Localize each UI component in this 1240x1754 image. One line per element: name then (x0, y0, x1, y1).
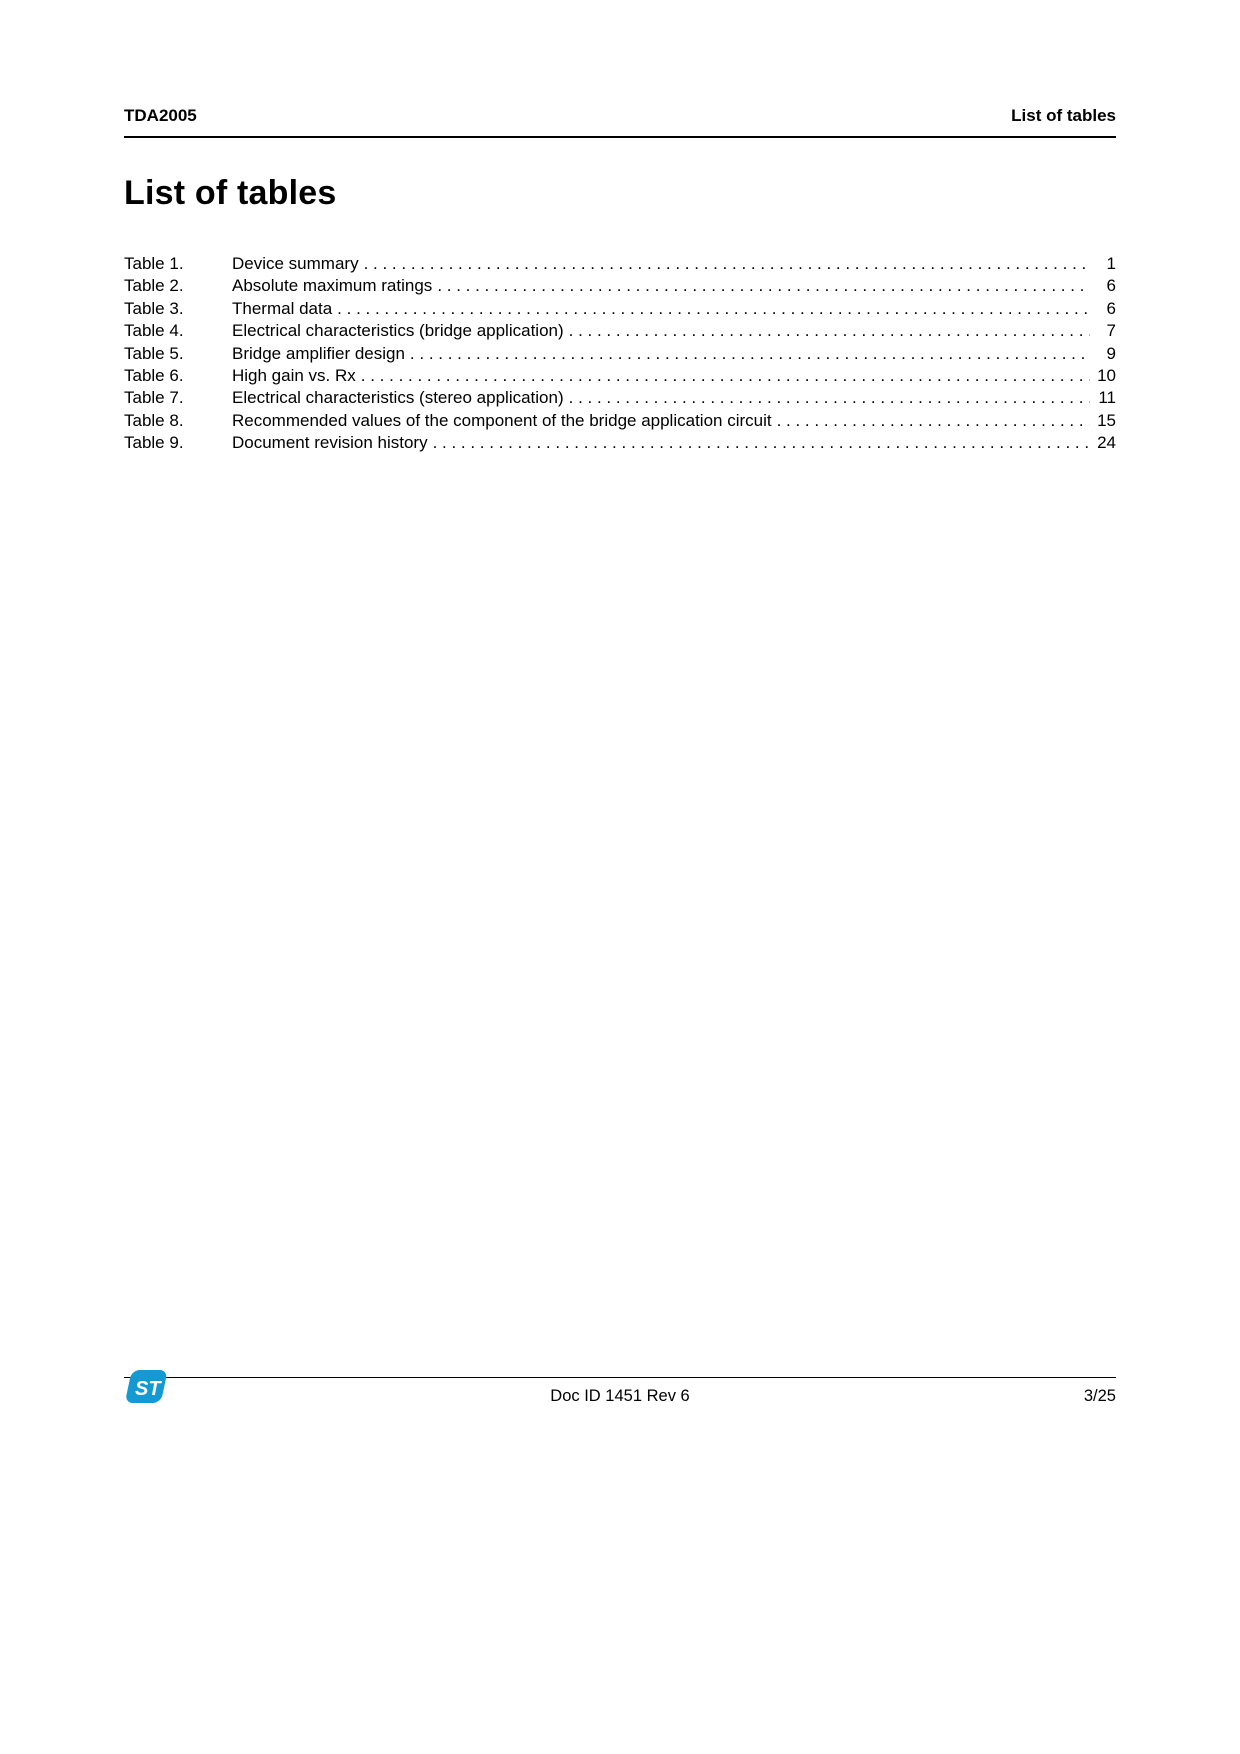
toc-entry-title: High gain vs. Rx (232, 366, 356, 386)
toc-dot-leader (410, 343, 1090, 365)
toc-entry-page: 6 (1106, 276, 1116, 296)
toc-list (124, 253, 1116, 455)
toc-entry-title: Device summary (232, 254, 359, 273)
toc-entry-title: Absolute maximum ratings (232, 276, 433, 296)
toc-entry-label: Table 3. (124, 298, 184, 318)
toc-entry[interactable] (124, 320, 1116, 342)
toc-entry-title: Document revision history (232, 433, 428, 453)
toc-entry[interactable] (124, 253, 1116, 275)
toc-entry-page: 1 (1106, 254, 1116, 273)
toc-dot-leader (364, 253, 1090, 275)
toc-entry-title: Electrical characteristics (bridge application) (232, 321, 564, 341)
toc-entry[interactable] (124, 365, 1116, 387)
toc-entry-label: Table 8. (124, 410, 184, 430)
page-header (124, 106, 1116, 138)
toc-entry-page: 10 (1097, 366, 1116, 386)
toc-dot-leader (433, 432, 1090, 454)
toc-entry-page: 9 (1106, 343, 1116, 363)
toc-dot-leader (777, 410, 1090, 432)
toc-dot-leader (437, 275, 1090, 297)
toc-entry[interactable] (124, 275, 1116, 297)
toc-entry-label: Table 5. (124, 343, 184, 363)
toc-entry-label: Table 4. (124, 321, 184, 341)
toc-entry-page: 11 (1098, 388, 1116, 408)
toc-dot-leader (337, 298, 1090, 320)
header-device-name: TDA2005 (124, 106, 197, 125)
footer-doc-id: Doc ID 1451 Rev 6 (550, 1387, 690, 1405)
toc-entry-label: Table 7. (124, 388, 184, 408)
toc-entry[interactable] (124, 343, 1116, 365)
toc-dot-leader (569, 320, 1090, 342)
toc-entry[interactable] (124, 387, 1116, 409)
toc-entry-label: Table 1. (124, 254, 184, 273)
toc-entry-label: Table 6. (124, 366, 184, 386)
toc-entry-title: Recommended values of the component of the bridge application circuit (232, 410, 772, 430)
footer-page-number: 3/25 (1083, 1387, 1116, 1405)
toc-entry[interactable] (124, 410, 1116, 432)
toc-dot-leader (361, 365, 1090, 387)
page (124, 0, 1116, 455)
toc-dot-leader (569, 387, 1090, 409)
page-title: List of tables (124, 174, 337, 212)
svg-text:ST: ST (135, 1378, 161, 1400)
toc-entry-title: Bridge amplifier design (232, 343, 405, 363)
page-footer (124, 1377, 1116, 1422)
toc-entry-label: Table 9. (124, 433, 184, 453)
toc-entry-page: 24 (1097, 433, 1116, 453)
toc-entry-page: 7 (1106, 321, 1116, 341)
toc-entry[interactable] (124, 298, 1116, 320)
toc-entry-title: Thermal data (232, 298, 333, 318)
toc-entry-title: Electrical characteristics (stereo application) (232, 388, 564, 408)
toc-entry-page: 6 (1106, 298, 1116, 318)
toc-entry-label: Table 2. (124, 276, 184, 296)
header-section-name: List of tables (1011, 106, 1116, 125)
st-logo (124, 1369, 170, 1405)
toc-entry[interactable] (124, 432, 1116, 454)
toc-entry-page: 15 (1097, 410, 1116, 430)
